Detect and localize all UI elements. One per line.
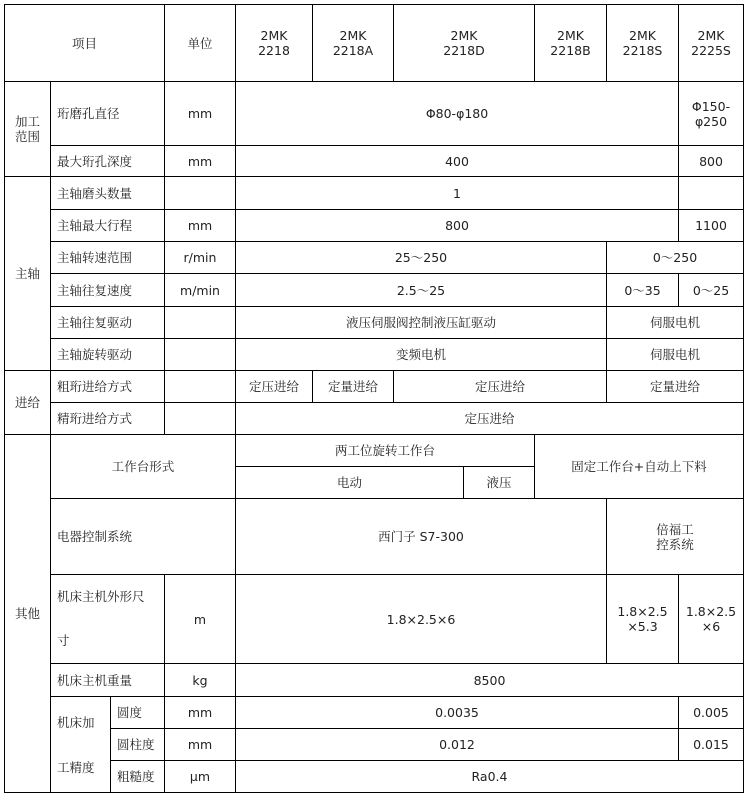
accuracy-group-label: 机床加 工精度 [51, 697, 111, 793]
table-row [5, 499, 744, 575]
row-label: 圆柱度 [111, 729, 165, 761]
row-value: 400 [236, 146, 679, 177]
header-model-2218d: 2MK 2218D [394, 5, 535, 82]
row-value: 定量进给 [607, 371, 744, 403]
header-model-2225s: 2MK 2225S [679, 5, 744, 82]
table-row [5, 575, 744, 664]
header-row [5, 5, 744, 82]
row-value: 定压进给 [236, 403, 744, 435]
row-label: 机床主机重量 [51, 664, 165, 697]
row-value: 1.8×2.5 ×5.3 [607, 575, 679, 664]
row-value: 2.5～25 [236, 274, 607, 307]
row-value: 固定工作台+自动上下料 [535, 435, 744, 499]
table-row [5, 307, 744, 339]
row-value: 定压进给 [236, 371, 313, 403]
row-value: 液压伺服阀控制液压缸驱动 [236, 307, 607, 339]
table-row [5, 82, 744, 146]
table-row [5, 664, 744, 697]
table-row [5, 371, 744, 403]
table-row [5, 339, 744, 371]
header-item: 项目 [5, 5, 165, 82]
table-row [5, 210, 744, 242]
row-unit [165, 177, 236, 210]
spec-table [4, 4, 744, 793]
row-value: 0～35 [607, 274, 679, 307]
table-row [5, 146, 744, 177]
row-label: 主轴往复驱动 [51, 307, 165, 339]
category-other: 其他 [5, 435, 51, 793]
row-value: 倍福工 控系统 [607, 499, 744, 575]
header-model-2218: 2MK 2218 [236, 5, 313, 82]
table-row [5, 729, 744, 761]
category-spindle: 主轴 [5, 177, 51, 371]
row-value: 1 [236, 177, 679, 210]
row-value: 液压 [464, 467, 535, 499]
row-value: 西门子 S7-300 [236, 499, 607, 575]
row-value: 电动 [236, 467, 464, 499]
header-unit: 单位 [165, 5, 236, 82]
row-value: 0～250 [607, 242, 744, 274]
row-label: 主轴转速范围 [51, 242, 165, 274]
table-row [5, 435, 744, 467]
header-model-2218a: 2MK 2218A [313, 5, 394, 82]
row-value: 1.8×2.5×6 [236, 575, 607, 664]
row-value: 0.0035 [236, 697, 679, 729]
row-label: 主轴磨头数量 [51, 177, 165, 210]
row-unit: m [165, 575, 236, 664]
row-value: 1100 [679, 210, 744, 242]
table-row [5, 177, 744, 210]
row-value: 0.005 [679, 697, 744, 729]
row-label: 珩磨孔直径 [51, 82, 165, 146]
row-label: 精珩进给方式 [51, 403, 165, 435]
row-unit: r/min [165, 242, 236, 274]
category-processing-range: 加工 范围 [5, 82, 51, 177]
row-label: 圆度 [111, 697, 165, 729]
category-feed: 进给 [5, 371, 51, 435]
row-unit: mm [165, 210, 236, 242]
row-unit: mm [165, 146, 236, 177]
row-value: Φ150- φ250 [679, 82, 744, 146]
row-value: 1.8×2.5 ×6 [679, 575, 744, 664]
row-unit: m/min [165, 274, 236, 307]
row-unit [165, 403, 236, 435]
row-unit: μm [165, 761, 236, 793]
row-label: 粗珩进给方式 [51, 371, 165, 403]
row-label: 主轴最大行程 [51, 210, 165, 242]
row-value: 800 [679, 146, 744, 177]
row-value: 两工位旋转工作台 [236, 435, 535, 467]
row-label: 工作台形式 [51, 435, 236, 499]
header-model-2218s: 2MK 2218S [607, 5, 679, 82]
row-value: 800 [236, 210, 679, 242]
table-row [5, 242, 744, 274]
row-unit [165, 339, 236, 371]
table-row [5, 761, 744, 793]
row-unit: mm [165, 729, 236, 761]
row-value [679, 177, 744, 210]
row-value: 8500 [236, 664, 744, 697]
row-label: 主轴往复速度 [51, 274, 165, 307]
table-row [5, 274, 744, 307]
row-unit: kg [165, 664, 236, 697]
row-label: 主轴旋转驱动 [51, 339, 165, 371]
header-model-2218b: 2MK 2218B [535, 5, 607, 82]
row-value: 变频电机 [236, 339, 607, 371]
row-unit: mm [165, 82, 236, 146]
row-unit [165, 307, 236, 339]
row-label: 机床主机外形尺 寸 [51, 575, 165, 664]
row-unit: mm [165, 697, 236, 729]
row-value: 定压进给 [394, 371, 607, 403]
row-value: 0～25 [679, 274, 744, 307]
row-unit [165, 371, 236, 403]
row-value: 0.012 [236, 729, 679, 761]
row-value: Ra0.4 [236, 761, 744, 793]
row-value: 0.015 [679, 729, 744, 761]
row-value: 伺服电机 [607, 339, 744, 371]
row-value: 25～250 [236, 242, 607, 274]
row-label: 最大珩孔深度 [51, 146, 165, 177]
row-value: 定量进给 [313, 371, 394, 403]
table-row [5, 403, 744, 435]
row-value: 伺服电机 [607, 307, 744, 339]
row-label: 电器控制系统 [51, 499, 236, 575]
row-value: Φ80-φ180 [236, 82, 679, 146]
row-label: 粗糙度 [111, 761, 165, 793]
table-row [5, 697, 744, 729]
